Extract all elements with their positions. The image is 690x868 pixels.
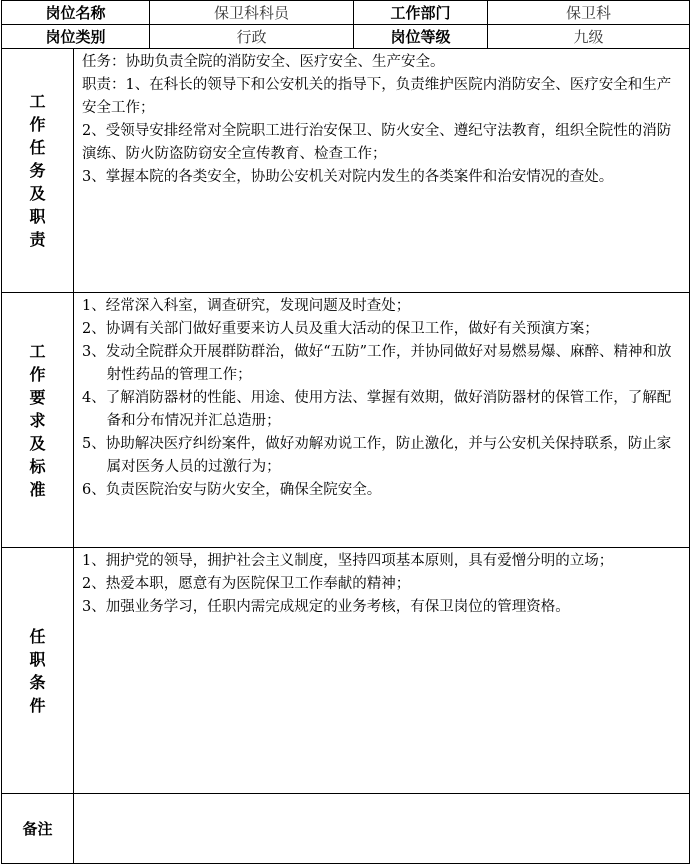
requirement-item: 6、负责医院治安与防火安全，确保全院安全。 bbox=[82, 482, 382, 498]
position-name-value: 保卫科科员 bbox=[150, 1, 354, 25]
header-row-2 bbox=[2, 25, 690, 49]
duties-item: 3、掌握本院的各类安全，协助公安机关对院内发生的各类案件和治安情况的查处。 bbox=[82, 169, 614, 185]
duties-task: 任务：协助负责全院的消防安全、医疗安全、生产安全。 bbox=[82, 54, 445, 70]
notes-row bbox=[2, 794, 690, 864]
category-label: 岗位类别 bbox=[2, 25, 150, 49]
duties-content bbox=[74, 49, 690, 293]
notes-value bbox=[74, 794, 690, 864]
requirement-item: 2、协调有关部门做好重要来访人员及重大活动的保卫工作，做好有关预演方案； bbox=[82, 321, 599, 337]
qualification-item: 3、加强业务学习，任职内需完成规定的业务考核，有保卫岗位的管理资格。 bbox=[82, 599, 570, 615]
requirement-item: 5、协助解决医疗纠纷案件，做好劝解劝说工作，防止激化，并与公安机关保持联系，防止家属对医务人员的过激行为； bbox=[82, 436, 672, 475]
requirement-item: 4、了解消防器材的性能、用途、使用方法、掌握有效期，做好消防器材的保管工作，了解配备和分布情况并汇总造册； bbox=[82, 390, 672, 429]
department-label: 工作部门 bbox=[354, 1, 488, 25]
requirement-item: 3、发动全院群众开展群防群治，做好“五防”工作，并协同做好对易燃易爆、麻醉、精神和放射性药品的管理工作； bbox=[82, 344, 672, 383]
grade-label: 岗位等级 bbox=[354, 25, 488, 49]
job-description-table bbox=[1, 0, 690, 864]
position-name-label: 岗位名称 bbox=[2, 1, 150, 25]
qualifications-row bbox=[2, 548, 690, 794]
category-value: 行政 bbox=[150, 25, 354, 49]
grade-value: 九级 bbox=[488, 25, 690, 49]
qualifications-content bbox=[74, 548, 690, 794]
duties-item: 2、受领导安排经常对全院职工进行治安保卫、防火安全、遵纪守法教育，组织全院性的消防演练、防火防盗防窃安全宣传教育、检查工作； bbox=[82, 123, 672, 162]
qualifications-label: 任 职 条 件 bbox=[2, 548, 74, 794]
requirements-content bbox=[74, 293, 690, 548]
requirements-row bbox=[2, 293, 690, 548]
requirement-item: 1、经常深入科室，调查研究，发现问题及时查处； bbox=[82, 298, 411, 314]
department-value: 保卫科 bbox=[488, 1, 690, 25]
duties-item: 职责：1、在科长的领导下和公安机关的指导下，负责维护医院内消防安全、医疗安全和生产安全工作； bbox=[82, 77, 672, 116]
qualification-item: 2、热爱本职，愿意有为医院保卫工作奉献的精神； bbox=[82, 576, 411, 592]
header-row-1 bbox=[2, 1, 690, 25]
requirements-label: 工 作 要 求 及 标 准 bbox=[2, 293, 74, 548]
notes-label: 备注 bbox=[2, 794, 74, 864]
qualification-item: 1、拥护党的领导，拥护社会主义制度，坚持四项基本原则，具有爱憎分明的立场； bbox=[82, 553, 614, 569]
duties-row bbox=[2, 49, 690, 293]
duties-label: 工 作 任 务 及 职 责 bbox=[2, 49, 74, 293]
